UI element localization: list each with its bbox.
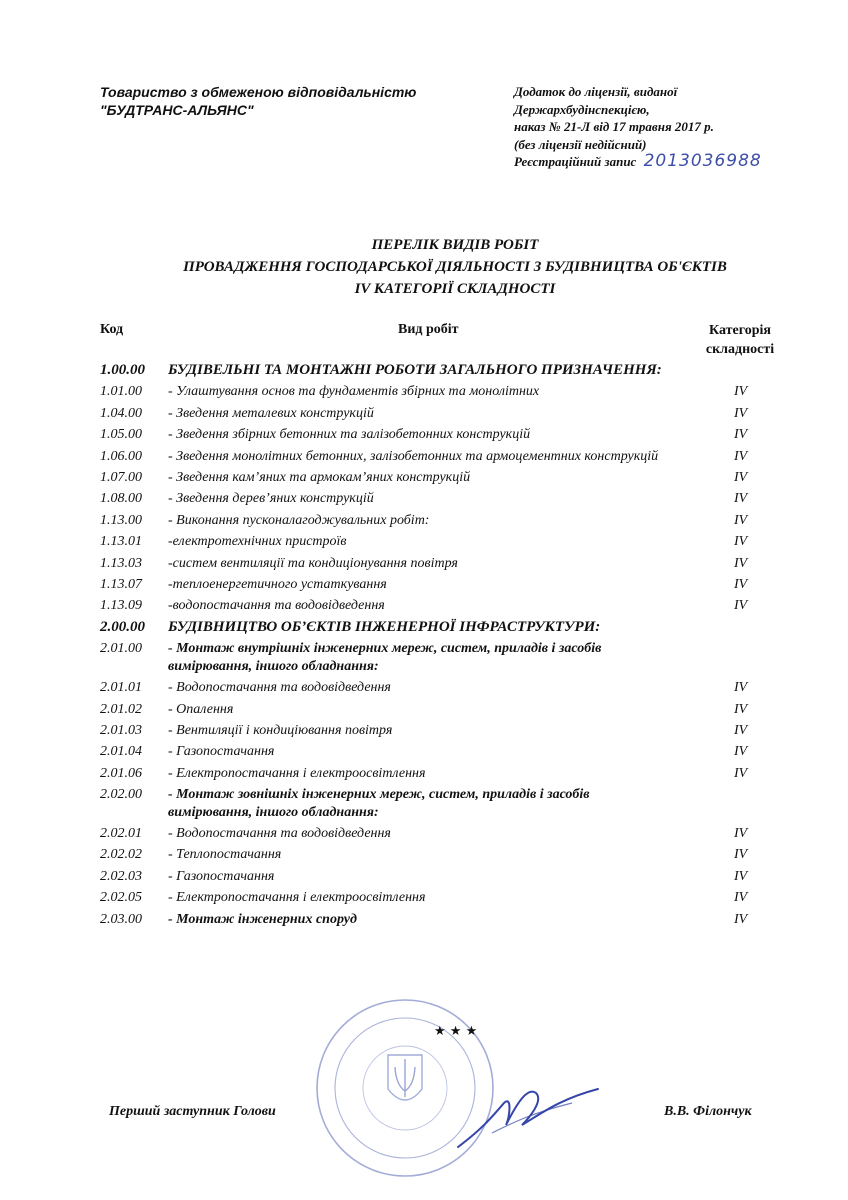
work-description: -систем вентиляції та кондиціонування повітря: [168, 555, 458, 571]
table-row: [100, 448, 800, 469]
work-code: 2.02.01: [100, 825, 142, 841]
complexity-category: IV: [734, 384, 748, 400]
table-row: [100, 825, 800, 846]
complexity-category: IV: [734, 470, 748, 486]
registration-number: 2013036988: [643, 151, 762, 171]
work-description: - Зведення кам’яних та армокам’яних конструкцій: [168, 470, 471, 486]
annex-line-2: Держархбудінспекцією,: [514, 101, 650, 117]
signatory-position: Перший заступник Голови: [109, 1104, 276, 1119]
annex-note: [514, 83, 762, 171]
work-code: 1.04.00: [100, 405, 142, 421]
complexity-category: IV: [734, 744, 748, 760]
table-row: [100, 743, 800, 764]
work-description: - Електропостачання і електроосвітлення: [168, 765, 426, 781]
column-header-category-line-2: складності: [705, 342, 775, 357]
work-description: - Водопостачання та водовідведення: [168, 680, 391, 696]
table-row: [100, 383, 800, 404]
complexity-category: IV: [734, 911, 748, 927]
complexity-category: IV: [734, 847, 748, 863]
complexity-category: IV: [734, 598, 748, 614]
work-code: 1.05.00: [100, 427, 142, 443]
work-description: - Теплопостачання: [168, 847, 282, 863]
work-code: 1.13.01: [100, 534, 142, 550]
annex-line-1: Додаток до ліцензії, виданої: [514, 84, 678, 99]
work-description: - Монтаж внутрішніх інженерних мереж, систем, приладів і засобів вимірювання, іншого обладнання:: [168, 641, 602, 674]
work-code: 1.13.07: [100, 577, 142, 593]
work-code: 2.01.01: [100, 680, 142, 696]
column-header-code: Код: [100, 322, 124, 337]
table-row: [100, 846, 800, 867]
table-row: [100, 555, 800, 576]
table-row: [100, 868, 800, 889]
column-header-category: [690, 321, 790, 359]
complexity-category: IV: [734, 555, 748, 571]
work-description: - Газопостачання: [168, 744, 275, 760]
work-code: 1.00.00: [100, 362, 145, 378]
work-description: - Водопостачання та водовідведення: [168, 825, 391, 841]
table-row: [100, 512, 800, 533]
complexity-category: IV: [734, 512, 748, 528]
work-code: 2.02.02: [100, 847, 142, 863]
work-code: 2.00.00: [100, 618, 145, 635]
work-code: 1.08.00: [100, 491, 142, 507]
work-code: 1.13.03: [100, 555, 142, 571]
work-code: 1.01.00: [100, 384, 142, 400]
work-description: - Електропостачання і електроосвітлення: [168, 890, 426, 906]
complexity-category: IV: [734, 534, 748, 550]
work-code: 2.02.05: [100, 890, 142, 906]
table-row: [100, 469, 800, 490]
column-header-work: Вид робіт: [398, 322, 459, 337]
table-row: [100, 405, 800, 426]
signatory-name: В.В. Філончук: [664, 1104, 752, 1119]
work-code: 2.01.06: [100, 765, 142, 781]
section-row: [100, 362, 800, 383]
company-line-1: Товариство з обмеженою відповідальністю: [100, 84, 417, 100]
complexity-category: IV: [734, 765, 748, 781]
complexity-category: IV: [734, 868, 748, 884]
work-description: - Монтаж зовнішніх інженерних мереж, систем, приладів і засобів вимірювання, іншого обладнання:: [168, 787, 590, 820]
complexity-category: IV: [734, 890, 748, 906]
table-row: [100, 640, 800, 679]
work-description: -теплоенергетичного устаткування: [168, 577, 387, 593]
work-description: БУДІВНИЦТВО ОБ’ЄКТІВ ІНЖЕНЕРНОЇ ІНФРАСТРУКТУРИ:: [168, 618, 601, 635]
table-row: [100, 576, 800, 597]
annex-line-4: (без ліцензії недійсний): [514, 136, 647, 152]
complexity-category: IV: [734, 491, 748, 507]
work-code: 2.02.03: [100, 868, 142, 884]
column-header-category-line-1: Категорія: [709, 323, 771, 338]
work-code: 1.13.09: [100, 598, 142, 614]
work-code: 2.03.00: [100, 911, 142, 927]
work-code: 2.01.04: [100, 744, 142, 760]
stamp-stars-icon: ★ ★ ★: [434, 1024, 478, 1039]
section-row: [100, 619, 800, 640]
work-description: БУДІВЕЛЬНІ ТА МОНТАЖНІ РОБОТИ ЗАГАЛЬНОГО ПРИЗНАЧЕННЯ:: [168, 362, 662, 378]
work-code: 1.06.00: [100, 448, 142, 464]
work-description: - Виконання пусконалагоджувальних робіт:: [168, 512, 430, 528]
table-row: [100, 679, 800, 700]
complexity-category: IV: [734, 825, 748, 841]
registration-label: Реєстраційний запис: [514, 154, 637, 169]
work-description: - Зведення збірних бетонних та залізобетонних конструкцій: [168, 427, 531, 443]
work-description: - Зведення металевих конструкцій: [168, 405, 374, 421]
complexity-category: IV: [734, 448, 748, 464]
work-description: - Вентиляції і кондиціювання повітря: [168, 722, 393, 738]
work-code: 1.13.00: [100, 512, 142, 528]
complexity-category: IV: [734, 427, 748, 443]
complexity-category: IV: [734, 680, 748, 696]
work-code: 2.02.00: [100, 787, 142, 803]
table-row: [100, 533, 800, 554]
work-description: - Опалення: [168, 701, 234, 717]
annex-line-3: наказ № 21-Л від 17 травня 2017 р.: [514, 119, 714, 134]
work-description: - Зведення монолітних бетонних, залізобетонних та армоцементних конструкцій: [168, 448, 659, 464]
table-row: [100, 911, 800, 932]
work-code: 2.01.00: [100, 641, 142, 657]
table-row: [100, 701, 800, 722]
document-title: [60, 234, 848, 300]
work-code: 2.01.03: [100, 722, 142, 738]
work-description: -електротехнічних пристроїв: [168, 534, 347, 550]
table-row: [100, 722, 800, 743]
complexity-category: IV: [734, 722, 748, 738]
handwritten-signature: [452, 1073, 602, 1153]
works-table: [100, 362, 800, 932]
title-line-1: ПЕРЕЛІК ВИДІВ РОБІТ: [371, 237, 539, 253]
company-line-2: "БУДТРАНС-АЛЬЯНС": [100, 102, 254, 118]
complexity-category: IV: [734, 577, 748, 593]
table-row: [100, 426, 800, 447]
work-description: - Улаштування основ та фундаментів збірних та монолітних: [168, 384, 540, 400]
work-description: - Монтаж інженерних споруд: [168, 911, 357, 927]
table-row: [100, 490, 800, 511]
company-name: [100, 83, 416, 119]
table-row: [100, 889, 800, 910]
table-row: [100, 597, 800, 618]
work-description: - Газопостачання: [168, 868, 275, 884]
registration-record: [514, 153, 762, 171]
complexity-category: IV: [734, 405, 748, 421]
title-line-3: IV КАТЕГОРІЇ СКЛАДНОСТІ: [354, 281, 556, 297]
complexity-category: IV: [734, 701, 748, 717]
table-row: [100, 786, 800, 825]
work-code: 2.01.02: [100, 701, 142, 717]
table-row: [100, 765, 800, 786]
work-description: -водопостачання та водовідведення: [168, 598, 385, 614]
work-description: - Зведення дерев’яних конструкцій: [168, 491, 374, 507]
title-line-2: ПРОВАДЖЕННЯ ГОСПОДАРСЬКОЇ ДІЯЛЬНОСТІ З БУДІВНИЦТВА ОБ'ЄКТІВ: [183, 259, 727, 275]
work-code: 1.07.00: [100, 470, 142, 486]
